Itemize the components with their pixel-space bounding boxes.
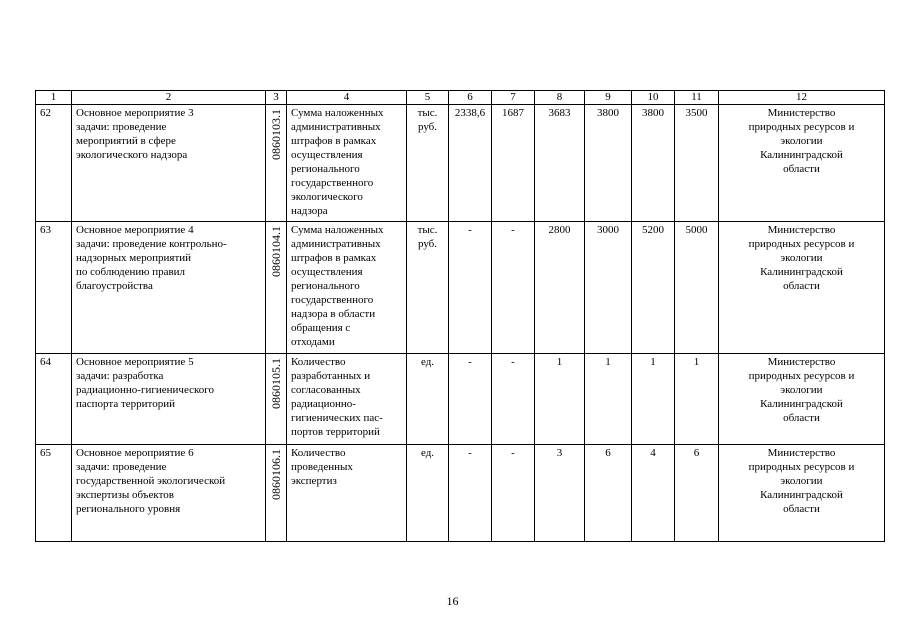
value-col-6: 2338,6 [449,105,492,222]
responsible-executor: Министерство природных ресурсов и экологии Калининградской области [719,105,885,222]
column-number-row [36,91,885,105]
value-col-6: - [449,354,492,445]
value-col-10: 4 [632,445,675,542]
value-col-9: 3800 [585,105,632,222]
table-row [36,445,885,542]
value-col-9: 6 [585,445,632,542]
table-row [36,105,885,222]
responsible-executor: Министерство природных ресурсов и экологии Калининградской области [719,445,885,542]
column-header: 6 [449,91,492,105]
indicator-name: Сумма наложенных административных штрафов в рамках осуществления регионального государственного экологического надзора [287,105,407,222]
unit: ед. [407,354,449,445]
unit: тыс. руб. [407,222,449,354]
row-number: 64 [36,354,72,445]
column-header: 12 [719,91,885,105]
value-col-8: 3 [535,445,585,542]
row-number: 65 [36,445,72,542]
value-col-7: - [492,354,535,445]
column-header: 10 [632,91,675,105]
table-row [36,354,885,445]
budget-code: 0860106.1 [266,445,287,542]
event-description: Основное мероприятие 4 задачи: проведение контрольно- надзорных мероприятий по соблюдению правил благоустройства [72,222,266,354]
value-col-11: 3500 [675,105,719,222]
value-col-10: 1 [632,354,675,445]
column-header: 8 [535,91,585,105]
value-col-7: 1687 [492,105,535,222]
value-col-11: 1 [675,354,719,445]
row-number: 62 [36,105,72,222]
value-col-8: 3683 [535,105,585,222]
value-col-7: - [492,445,535,542]
value-col-10: 3800 [632,105,675,222]
unit: тыс. руб. [407,105,449,222]
column-header: 1 [36,91,72,105]
value-col-11: 6 [675,445,719,542]
value-col-8: 1 [535,354,585,445]
event-description: Основное мероприятие 3 задачи: проведение мероприятий в сфере экологического надзора [72,105,266,222]
indicator-name: Сумма наложенных административных штрафов в рамках осуществления регионального государственного надзора в области обращения с отходами [287,222,407,354]
value-col-10: 5200 [632,222,675,354]
page-number: 16 [446,594,459,608]
column-header: 2 [72,91,266,105]
event-description: Основное мероприятие 6 задачи: проведение государственной экологической экспертизы объектов регионального уровня [72,445,266,542]
table-row [36,222,885,354]
indicator-name: Количество проведенных экспертиз [287,445,407,542]
budget-code: 0860105.1 [266,354,287,445]
budget-code: 0860104.1 [266,222,287,354]
column-header: 3 [266,91,287,105]
responsible-executor: Министерство природных ресурсов и экологии Калининградской области [719,354,885,445]
column-header: 5 [407,91,449,105]
indicator-name: Количество разработанных и согласованных радиационно- гигиенических пас- портов территорий [287,354,407,445]
unit: ед. [407,445,449,542]
value-col-6: - [449,445,492,542]
responsible-executor: Министерство природных ресурсов и экологии Калининградской области [719,222,885,354]
budget-code: 0860103.1 [266,105,287,222]
column-header: 11 [675,91,719,105]
value-col-7: - [492,222,535,354]
value-col-6: - [449,222,492,354]
column-header: 9 [585,91,632,105]
value-col-11: 5000 [675,222,719,354]
value-col-9: 3000 [585,222,632,354]
value-col-9: 1 [585,354,632,445]
column-header: 7 [492,91,535,105]
column-header: 4 [287,91,407,105]
program-table [35,90,885,542]
event-description: Основное мероприятие 5 задачи: разработка радиационно-гигиенического паспорта территорий [72,354,266,445]
row-number: 63 [36,222,72,354]
value-col-8: 2800 [535,222,585,354]
